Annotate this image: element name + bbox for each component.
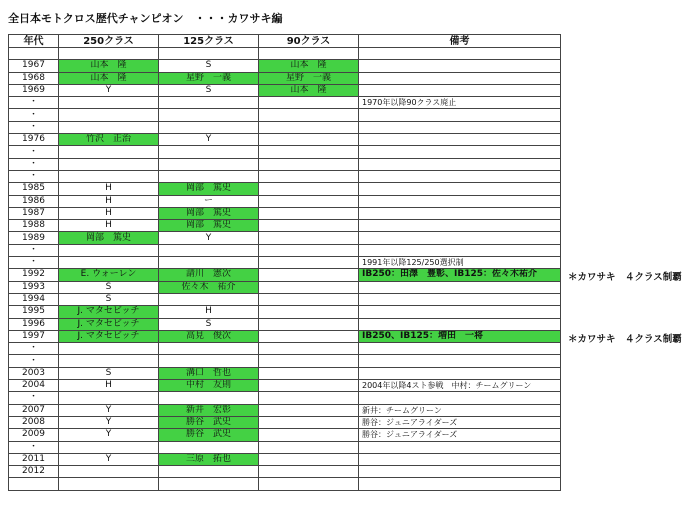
class-90-cell	[259, 220, 359, 232]
year-cell: ・	[9, 257, 59, 269]
class-250-cell	[59, 146, 159, 158]
year-cell: 1986	[9, 195, 59, 207]
table-row	[9, 158, 561, 170]
class-250-cell	[59, 466, 159, 478]
year-cell: 1968	[9, 72, 59, 84]
class-250-cell	[59, 170, 159, 182]
class-125-cell: S	[159, 318, 259, 330]
year-cell: 1988	[9, 220, 59, 232]
class-90-cell	[259, 441, 359, 453]
note-cell: IB250、IB125：増田 一将	[359, 330, 561, 342]
class-125-cell: Y	[159, 232, 259, 244]
year-cell: ・	[9, 355, 59, 367]
class-125-cell: 佐々木 祐介	[159, 281, 259, 293]
table-row	[9, 97, 561, 109]
year-cell: 1992	[9, 269, 59, 281]
note-cell	[359, 281, 561, 293]
year-cell: ・	[9, 109, 59, 121]
class-250-cell: H	[59, 195, 159, 207]
table-row	[9, 257, 561, 269]
table-row	[9, 441, 561, 453]
class-250-cell	[59, 343, 159, 355]
class-90-cell	[259, 330, 359, 342]
class-125-cell	[159, 466, 259, 478]
class-90-cell	[259, 232, 359, 244]
header-125-class: 125クラス	[159, 35, 259, 48]
note-cell	[359, 220, 561, 232]
class-90-cell	[259, 244, 359, 256]
note-cell	[359, 183, 561, 195]
note-cell	[359, 121, 561, 133]
class-90-cell	[259, 429, 359, 441]
year-cell	[9, 48, 59, 60]
class-250-cell	[59, 244, 159, 256]
table-row	[9, 48, 561, 60]
class-250-cell: Y	[59, 404, 159, 416]
year-cell: ・	[9, 158, 59, 170]
table-row	[9, 60, 561, 72]
year-cell: ・	[9, 146, 59, 158]
table-row	[9, 380, 561, 392]
class-250-cell: H	[59, 380, 159, 392]
table-row	[9, 343, 561, 355]
note-cell: 2004年以降4スト参戦 中村：チームグリーン	[359, 380, 561, 392]
class-250-cell: J. マタセビッチ	[59, 318, 159, 330]
class-250-cell	[59, 478, 159, 490]
year-cell: 1995	[9, 306, 59, 318]
class-125-cell	[159, 97, 259, 109]
table-row	[9, 306, 561, 318]
class-250-cell: 竹沢 正治	[59, 134, 159, 146]
class-90-cell	[259, 466, 359, 478]
note-cell	[359, 232, 561, 244]
note-cell: IB250：田澤 豊彰、IB125：佐々木祐介	[359, 269, 561, 281]
year-cell: 2011	[9, 453, 59, 465]
table-row	[9, 207, 561, 219]
class-125-cell	[159, 343, 259, 355]
class-90-cell	[259, 416, 359, 428]
class-250-cell: Y	[59, 416, 159, 428]
note-cell	[359, 84, 561, 96]
class-250-cell: 山本 隆	[59, 72, 159, 84]
class-250-cell: Y	[59, 84, 159, 96]
class-90-cell	[259, 404, 359, 416]
note-cell: 勝谷：ジュニアライダーズ	[359, 416, 561, 428]
class-250-cell: Y	[59, 453, 159, 465]
year-cell: ・	[9, 97, 59, 109]
class-250-cell: J. マタセビッチ	[59, 330, 159, 342]
class-90-cell	[259, 269, 359, 281]
class-250-cell: 山本 隆	[59, 60, 159, 72]
note-cell: 新井：チームグリーン	[359, 404, 561, 416]
side-note: ＊カワサキ ４クラス制覇	[568, 272, 682, 284]
class-125-cell: H	[159, 306, 259, 318]
class-125-cell: 勝谷 武史	[159, 429, 259, 441]
class-90-cell	[259, 343, 359, 355]
class-125-cell: 勝谷 武史	[159, 416, 259, 428]
class-125-cell	[159, 158, 259, 170]
table-row	[9, 293, 561, 305]
year-cell: 1969	[9, 84, 59, 96]
year-cell: ・	[9, 170, 59, 182]
class-250-cell	[59, 121, 159, 133]
class-90-cell	[259, 121, 359, 133]
note-cell	[359, 170, 561, 182]
table-row	[9, 466, 561, 478]
class-250-cell: H	[59, 207, 159, 219]
note-cell	[359, 207, 561, 219]
note-cell	[359, 134, 561, 146]
class-90-cell	[259, 207, 359, 219]
note-cell	[359, 453, 561, 465]
note-cell	[359, 306, 561, 318]
year-cell: 2012	[9, 466, 59, 478]
note-cell	[359, 146, 561, 158]
class-90-cell	[259, 257, 359, 269]
table-row	[9, 195, 561, 207]
year-cell: 1993	[9, 281, 59, 293]
class-125-cell	[159, 48, 259, 60]
class-90-cell	[259, 146, 359, 158]
year-cell: ・	[9, 343, 59, 355]
table-row	[9, 392, 561, 404]
table-row	[9, 429, 561, 441]
note-cell	[359, 392, 561, 404]
table-row	[9, 404, 561, 416]
year-cell: 1987	[9, 207, 59, 219]
class-90-cell: 山本 隆	[259, 60, 359, 72]
class-90-cell	[259, 306, 359, 318]
table-row	[9, 109, 561, 121]
class-125-cell: 高見 俊次	[159, 330, 259, 342]
table-row	[9, 84, 561, 96]
class-125-cell: S	[159, 84, 259, 96]
note-cell	[359, 195, 561, 207]
table-row	[9, 478, 561, 490]
class-90-cell	[259, 48, 359, 60]
year-cell: 1996	[9, 318, 59, 330]
class-125-cell	[159, 146, 259, 158]
class-125-cell: 岡部 篤史	[159, 183, 259, 195]
year-cell: ・	[9, 244, 59, 256]
note-cell	[359, 367, 561, 379]
class-125-cell: ー	[159, 195, 259, 207]
note-cell	[359, 72, 561, 84]
class-90-cell	[259, 453, 359, 465]
year-cell: 1967	[9, 60, 59, 72]
class-250-cell	[59, 48, 159, 60]
class-125-cell	[159, 244, 259, 256]
table-body	[9, 48, 561, 491]
note-cell	[359, 48, 561, 60]
note-cell	[359, 318, 561, 330]
table-row	[9, 281, 561, 293]
class-125-cell: 請川 憲次	[159, 269, 259, 281]
year-cell: 2004	[9, 380, 59, 392]
table-row	[9, 269, 561, 281]
table-row	[9, 453, 561, 465]
header-250-class: 250クラス	[59, 35, 159, 48]
table-row	[9, 416, 561, 428]
class-90-cell	[259, 109, 359, 121]
class-250-cell: J. マタセビッチ	[59, 306, 159, 318]
year-cell: 1989	[9, 232, 59, 244]
note-cell	[359, 293, 561, 305]
side-note: ＊カワサキ ４クラス制覇	[568, 333, 682, 345]
class-90-cell	[259, 367, 359, 379]
class-90-cell	[259, 392, 359, 404]
note-cell	[359, 109, 561, 121]
header-row	[9, 35, 561, 48]
table-row	[9, 355, 561, 367]
year-cell: 2008	[9, 416, 59, 428]
class-90-cell: 山本 隆	[259, 84, 359, 96]
year-cell: 2007	[9, 404, 59, 416]
class-250-cell	[59, 441, 159, 453]
note-cell	[359, 441, 561, 453]
class-250-cell	[59, 97, 159, 109]
note-cell: 1991年以降125/250選択制	[359, 257, 561, 269]
class-125-cell: 岡部 篤史	[159, 207, 259, 219]
class-125-cell	[159, 293, 259, 305]
class-125-cell	[159, 355, 259, 367]
class-125-cell: 岡部 篤史	[159, 220, 259, 232]
note-cell: 勝谷：ジュニアライダーズ	[359, 429, 561, 441]
table-row	[9, 72, 561, 84]
class-125-cell: 溝口 哲也	[159, 367, 259, 379]
note-cell	[359, 355, 561, 367]
page-title: 全日本モトクロス歴代チャンピオン ・・・カワサキ編	[8, 12, 283, 25]
class-250-cell: S	[59, 293, 159, 305]
year-cell	[9, 478, 59, 490]
class-90-cell	[259, 355, 359, 367]
class-125-cell: 三原 拓也	[159, 453, 259, 465]
class-90-cell	[259, 97, 359, 109]
note-cell	[359, 60, 561, 72]
table-row	[9, 220, 561, 232]
class-90-cell	[259, 281, 359, 293]
class-90-cell	[259, 195, 359, 207]
class-90-cell	[259, 134, 359, 146]
year-cell: 2009	[9, 429, 59, 441]
class-90-cell	[259, 293, 359, 305]
table-row	[9, 318, 561, 330]
class-250-cell	[59, 392, 159, 404]
class-125-cell	[159, 257, 259, 269]
table-row	[9, 170, 561, 182]
class-125-cell: Y	[159, 134, 259, 146]
year-cell: ・	[9, 441, 59, 453]
year-cell: 1997	[9, 330, 59, 342]
header-year: 年代	[9, 35, 59, 48]
champions-table	[8, 34, 561, 491]
class-90-cell	[259, 478, 359, 490]
note-cell	[359, 466, 561, 478]
table-row	[9, 183, 561, 195]
class-125-cell	[159, 478, 259, 490]
class-90-cell	[259, 183, 359, 195]
note-cell	[359, 244, 561, 256]
class-125-cell	[159, 109, 259, 121]
class-90-cell	[259, 158, 359, 170]
class-250-cell: S	[59, 281, 159, 293]
class-250-cell	[59, 257, 159, 269]
class-250-cell: H	[59, 220, 159, 232]
table-row	[9, 330, 561, 342]
class-90-cell	[259, 170, 359, 182]
class-90-cell	[259, 318, 359, 330]
class-125-cell	[159, 441, 259, 453]
year-cell: ・	[9, 121, 59, 133]
class-250-cell	[59, 158, 159, 170]
year-cell: ・	[9, 392, 59, 404]
class-125-cell: 星野 一義	[159, 72, 259, 84]
class-125-cell: S	[159, 60, 259, 72]
note-cell	[359, 478, 561, 490]
table-row	[9, 232, 561, 244]
year-cell: 2003	[9, 367, 59, 379]
class-250-cell: H	[59, 183, 159, 195]
note-cell: 1970年以降90クラス廃止	[359, 97, 561, 109]
table-row	[9, 146, 561, 158]
year-cell: 1985	[9, 183, 59, 195]
class-125-cell: 新井 宏彰	[159, 404, 259, 416]
class-250-cell: E. ウォーレン	[59, 269, 159, 281]
table-row	[9, 121, 561, 133]
note-cell	[359, 158, 561, 170]
class-250-cell: 岡部 篤史	[59, 232, 159, 244]
class-250-cell	[59, 355, 159, 367]
header-notes: 備考	[359, 35, 561, 48]
class-250-cell	[59, 109, 159, 121]
class-125-cell	[159, 121, 259, 133]
class-250-cell: S	[59, 367, 159, 379]
header-90-class: 90クラス	[259, 35, 359, 48]
note-cell	[359, 343, 561, 355]
table-row	[9, 367, 561, 379]
table-row	[9, 134, 561, 146]
table-row	[9, 244, 561, 256]
year-cell: 1994	[9, 293, 59, 305]
class-125-cell	[159, 392, 259, 404]
class-125-cell	[159, 170, 259, 182]
class-90-cell	[259, 380, 359, 392]
class-90-cell: 星野 一義	[259, 72, 359, 84]
class-125-cell: 中村 友則	[159, 380, 259, 392]
class-250-cell: Y	[59, 429, 159, 441]
year-cell: 1976	[9, 134, 59, 146]
